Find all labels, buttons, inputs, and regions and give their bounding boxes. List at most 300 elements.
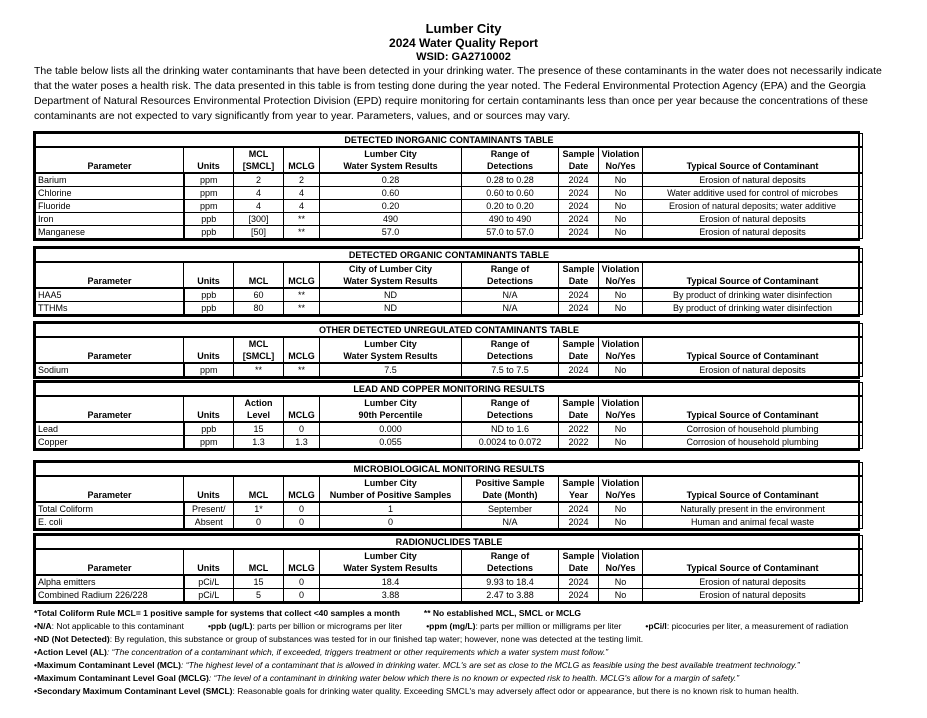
cell-source: Naturally present in the environment [643,502,863,516]
cell-mclg: ** [284,226,320,239]
cell-parameter: Sodium [36,363,184,377]
table-header-row [36,409,863,422]
header-sample: Sample [559,549,599,562]
header-sample: Sample [559,476,599,489]
header-units [184,337,234,350]
header-sample: Sample [559,262,599,275]
cell-range: September [462,502,559,516]
ppm-definition: : parts per million or milligrams per liter [475,621,622,631]
footnote-line-4 [34,646,914,659]
header-source [643,262,863,275]
cell-mcl: 4 [234,187,284,200]
cell-results: 0.20 [320,200,462,213]
nd-term: •ND (Not Detected) [34,634,110,644]
cell-units: ppb [184,288,234,302]
cell-mcl: [300] [234,213,284,226]
cell-mclg: ** [284,288,320,302]
table-header-row [36,337,863,350]
header-units: Units [184,160,234,173]
contaminant-table [35,248,863,315]
header-sample: Sample [559,147,599,160]
header-mclg: MCLG [284,562,320,575]
header-parameter [36,147,184,160]
table-row [36,226,863,239]
header-parameter [36,476,184,489]
footnote-line-2 [34,620,914,633]
header-sample: Sample [559,396,599,409]
contaminant-table-box [33,380,860,451]
header-source: Typical Source of Contaminant [643,275,863,288]
table-header-row [36,350,863,363]
header-mclg [284,549,320,562]
cell-mclg: 1.3 [284,436,320,449]
table-row [36,288,863,302]
header-units: Units [184,350,234,363]
cell-results: ND [320,288,462,302]
cell-source: Corrosion of household plumbing [643,422,863,436]
table-header-row [36,489,863,502]
no-mcl-note: ** No established MCL, SMCL or MCLG [423,608,582,618]
header-parameter: Parameter [36,489,184,502]
header-mcl: Action [234,396,284,409]
header-mcl: MCL [234,275,284,288]
cell-violation: No [599,187,643,200]
report-subtitle: 2024 Water Quality Report [389,36,538,50]
cell-parameter: Fluoride [36,200,184,213]
table-title: MICROBIOLOGICAL MONITORING RESULTS [36,463,863,477]
header-sample: Date [559,562,599,575]
cell-range: 0.0024 to 0.072 [462,436,559,449]
cell-mclg: 0 [284,502,320,516]
cell-sample: 2022 [559,436,599,449]
cell-results: 0.055 [320,436,462,449]
cell-violation: No [599,575,643,589]
table-row [36,502,863,516]
cell-units: ppm [184,363,234,377]
cell-source: Erosion of natural deposits [643,173,863,187]
header-violation: Violation [599,396,643,409]
cell-violation: No [599,226,643,239]
header-parameter [36,549,184,562]
header-units [184,476,234,489]
header-source [643,476,863,489]
mcl-definition: : “The highest level of a contaminant that is allowed in drinking water. MCL's are set as close to the MCLG as feasible using the best available treatment technology.” [181,660,800,670]
na-term: •N/A [34,621,52,631]
table-title: LEAD AND COPPER MONITORING RESULTS [36,383,863,397]
cell-violation: No [599,213,643,226]
header-violation: Violation [599,476,643,489]
cell-violation: No [599,589,643,602]
table-title: RADIONUCLIDES TABLE [36,536,863,550]
mcl-term: •Maximum Contaminant Level (MCL) [34,660,182,670]
cell-range: 0.20 to 0.20 [462,200,559,213]
header-results: Water System Results [320,160,462,173]
cell-mcl: 60 [234,288,284,302]
header-source: Typical Source of Contaminant [643,409,863,422]
contaminant-table-box [33,460,860,531]
cell-results: 0.28 [320,173,462,187]
cell-units: Absent [184,516,234,529]
ppb-term: •ppb (ug/L) [207,621,253,631]
table-header-row [36,262,863,275]
header-range: Date (Month) [462,489,559,502]
header-mcl: [SMCL] [234,350,284,363]
header-parameter [36,262,184,275]
cell-violation: No [599,502,643,516]
al-definition: : “The concentration of a contaminant which, if exceeded, triggers treatment or other requirements which a water system must follow.” [106,647,609,657]
cell-results: 0.60 [320,187,462,200]
header-parameter: Parameter [36,350,184,363]
header-range: Detections [462,350,559,363]
cell-units: pCi/L [184,589,234,602]
table-header-row [36,147,863,160]
cell-parameter: Copper [36,436,184,449]
table-row [36,422,863,436]
pci-definition: : picocuries per liter, a measurement of radiation [666,621,849,631]
cell-range: ND to 1.6 [462,422,559,436]
contaminant-table [35,382,863,449]
cell-mcl: 1.3 [234,436,284,449]
header-results: City of Lumber City [320,262,462,275]
cell-source: By product of drinking water disinfection [643,288,863,302]
cell-source: Erosion of natural deposits [643,363,863,377]
cell-parameter: Barium [36,173,184,187]
ppb-definition: : parts per billion or micrograms per liter [252,621,403,631]
cell-mcl: 2 [234,173,284,187]
contaminant-table-box [33,533,860,604]
table-header-row [36,160,863,173]
header-results: Lumber City [320,337,462,350]
header-source [643,147,863,160]
header-mclg: MCLG [284,275,320,288]
cell-mcl: 15 [234,575,284,589]
table-row [36,363,863,377]
header-source: Typical Source of Contaminant [643,160,863,173]
nd-definition: : By regulation, this substance or group of substances was tested for in our finished tap water; however, none was detected at the testing limit. [109,634,644,644]
header-range: Range of [462,396,559,409]
header-mcl: MCL [234,562,284,575]
header-mclg [284,476,320,489]
table-row [36,589,863,602]
cell-source: Erosion of natural deposits; water additive [643,200,863,213]
cell-source: Human and animal fecal waste [643,516,863,529]
cell-source: Water additive used for control of microbes [643,187,863,200]
intro-paragraph: The table below lists all the drinking water contaminants that have been detected in your drinking water. The presence of these contaminants in the water does not necessarily indicate that the water poses a health risk. The data presented in this table is from testing done during the year noted. The Federal Environmental Protection Agency (EPA) and the Georgia Department of Natural Resources Environmental Protection Division (EPD) require monitoring for certain contaminants less than once per year because the concentrations of these contaminants are not expected to vary significantly from year to year. Parameters, values, and or sources may vary. [34,65,882,122]
header-range: Detections [462,562,559,575]
contaminant-table-box [33,321,860,379]
cell-violation: No [599,422,643,436]
cell-mclg: ** [284,213,320,226]
table-header-row [36,476,863,489]
contaminant-table-box [33,131,860,241]
header-results: Water System Results [320,275,462,288]
al-term: •Action Level (AL) [34,647,107,657]
table-title: DETECTED INORGANIC CONTAMINANTS TABLE [36,134,863,148]
cell-units: ppb [184,302,234,315]
cell-sample: 2022 [559,422,599,436]
header-parameter: Parameter [36,275,184,288]
cell-units: ppm [184,436,234,449]
header-units [184,396,234,409]
cell-parameter: Iron [36,213,184,226]
cell-units: Present/ [184,502,234,516]
header-results: Water System Results [320,350,462,363]
cell-mcl: 80 [234,302,284,315]
header-parameter: Parameter [36,562,184,575]
header-units: Units [184,409,234,422]
header-source: Typical Source of Contaminant [643,562,863,575]
table-header-row [36,549,863,562]
cell-mcl: [50] [234,226,284,239]
cell-violation: No [599,302,643,315]
cell-mcl: 0 [234,516,284,529]
header-violation: Violation [599,147,643,160]
cell-mclg: 4 [284,187,320,200]
header-mcl [234,476,284,489]
header-range: Detections [462,409,559,422]
cell-units: pCi/L [184,575,234,589]
cell-parameter: E. coli [36,516,184,529]
footnotes [34,607,914,698]
cell-parameter: Chlorine [36,187,184,200]
cell-parameter: Total Coliform [36,502,184,516]
table-row [36,436,863,449]
table-row [36,200,863,213]
table-row [36,302,863,315]
cell-mclg: 0 [284,422,320,436]
header-sample: Year [559,489,599,502]
header-mclg: MCLG [284,160,320,173]
header-range: Detections [462,160,559,173]
mclg-term: •Maximum Contaminant Level Goal (MCLG) [34,673,209,683]
cell-sample: 2024 [559,575,599,589]
header-violation: No/Yes [599,350,643,363]
table-row [36,173,863,187]
header-sample: Date [559,409,599,422]
header-violation: No/Yes [599,489,643,502]
smcl-term: •Secondary Maximum Contaminant Level (SMCL) [34,686,233,696]
header-violation: No/Yes [599,160,643,173]
header-sample: Sample [559,337,599,350]
cell-sample: 2024 [559,288,599,302]
cell-results: 18.4 [320,575,462,589]
table-title: OTHER DETECTED UNREGULATED CONTAMINANTS TABLE [36,324,863,338]
cell-source: Erosion of natural deposits [643,575,863,589]
table-row [36,187,863,200]
cell-source: Erosion of natural deposits [643,226,863,239]
cell-parameter: HAA5 [36,288,184,302]
cell-range: 57.0 to 57.0 [462,226,559,239]
header-violation: Violation [599,262,643,275]
table-header-row [36,396,863,409]
cell-parameter: Manganese [36,226,184,239]
cell-range: N/A [462,288,559,302]
header-source [643,396,863,409]
na-definition: : Not applicable to this contaminant [51,621,184,631]
cell-mclg: ** [284,302,320,315]
cell-parameter: Combined Radium 226/228 [36,589,184,602]
table-row [36,213,863,226]
cell-mcl: 5 [234,589,284,602]
table-title: DETECTED ORGANIC CONTAMINANTS TABLE [36,249,863,263]
header-source: Typical Source of Contaminant [643,489,863,502]
mclg-definition: : “The level of a contaminant in drinking water below which there is no known or expected risk to health. MCLG's allow for a margin of safety.” [208,673,740,683]
cell-units: ppb [184,226,234,239]
cell-violation: No [599,173,643,187]
coliform-rule-note: *Total Coliform Rule MCL= 1 positive sample for systems that collect <40 samples a month [34,608,400,618]
cell-mclg: 0 [284,516,320,529]
cell-sample: 2024 [559,363,599,377]
table-header-row [36,562,863,575]
header-mcl: MCL [234,337,284,350]
header-mclg [284,396,320,409]
header-mcl [234,549,284,562]
cell-violation: No [599,288,643,302]
contaminant-table [35,323,863,377]
footnote-line-1 [34,607,914,620]
header-range: Range of [462,147,559,160]
header-sample: Date [559,350,599,363]
cell-mcl: 1* [234,502,284,516]
cell-violation: No [599,200,643,213]
report-header [0,22,927,64]
cell-sample: 2024 [559,213,599,226]
cell-results: 7.5 [320,363,462,377]
contaminant-table-box [33,246,860,317]
cell-mclg: 0 [284,589,320,602]
header-units [184,549,234,562]
cell-violation: No [599,516,643,529]
header-mclg: MCLG [284,350,320,363]
header-mclg [284,262,320,275]
header-results: Lumber City [320,549,462,562]
table-header-row [36,275,863,288]
header-mcl: [SMCL] [234,160,284,173]
cell-units: ppm [184,187,234,200]
cell-range: N/A [462,516,559,529]
header-units [184,147,234,160]
cell-sample: 2024 [559,187,599,200]
cell-results: 0 [320,516,462,529]
cell-units: ppb [184,422,234,436]
header-results: Water System Results [320,562,462,575]
header-range: Range of [462,337,559,350]
header-mclg [284,147,320,160]
cell-units: ppm [184,200,234,213]
cell-source: Erosion of natural deposits [643,213,863,226]
cell-mcl: 4 [234,200,284,213]
header-violation: Violation [599,549,643,562]
header-range: Detections [462,275,559,288]
cell-sample: 2024 [559,302,599,315]
header-range: Range of [462,549,559,562]
header-units: Units [184,489,234,502]
pci-term: •pCi/l [645,621,667,631]
header-results: Lumber City [320,476,462,489]
header-mclg: MCLG [284,409,320,422]
cell-range: N/A [462,302,559,315]
header-units: Units [184,562,234,575]
cell-units: ppm [184,173,234,187]
footnote-line-3 [34,633,914,646]
header-violation: No/Yes [599,562,643,575]
header-parameter: Parameter [36,160,184,173]
cell-range: 2.47 to 3.88 [462,589,559,602]
contaminant-table [35,133,863,239]
table-row [36,575,863,589]
cell-sample: 2024 [559,226,599,239]
header-mcl [234,262,284,275]
report-title: Lumber City [425,21,502,36]
cell-parameter: TTHMs [36,302,184,315]
cell-mclg: 4 [284,200,320,213]
header-mcl: MCL [234,489,284,502]
cell-mclg: 2 [284,173,320,187]
header-violation: Violation [599,337,643,350]
footnote-line-6 [34,672,914,685]
header-mclg [284,337,320,350]
cell-units: ppb [184,213,234,226]
header-results: Lumber City [320,147,462,160]
cell-parameter: Lead [36,422,184,436]
header-violation: No/Yes [599,409,643,422]
cell-results: ND [320,302,462,315]
smcl-definition: : Reasonable goals for drinking water quality. Exceeding SMCL's may adversely affect odor or appearance, but there is no known risk to human health. [232,686,799,696]
cell-violation: No [599,436,643,449]
cell-violation: No [599,363,643,377]
header-mclg: MCLG [284,489,320,502]
wsid-label: WSID: GA2710002 [416,51,511,63]
contaminant-table [35,535,863,602]
cell-sample: 2024 [559,516,599,529]
cell-range: 0.60 to 0.60 [462,187,559,200]
header-sample: Date [559,275,599,288]
cell-sample: 2024 [559,200,599,213]
cell-mclg: ** [284,363,320,377]
cell-range: 0.28 to 0.28 [462,173,559,187]
cell-range: 7.5 to 7.5 [462,363,559,377]
header-source: Typical Source of Contaminant [643,350,863,363]
ppm-term: •ppm (mg/L) [426,621,476,631]
cell-sample: 2024 [559,589,599,602]
cell-sample: 2024 [559,502,599,516]
cell-results: 3.88 [320,589,462,602]
cell-source: Corrosion of household plumbing [643,436,863,449]
cell-range: 490 to 490 [462,213,559,226]
header-units [184,262,234,275]
header-parameter [36,337,184,350]
cell-results: 0.000 [320,422,462,436]
cell-range: 9.93 to 18.4 [462,575,559,589]
cell-mcl: 15 [234,422,284,436]
cell-mcl: ** [234,363,284,377]
table-row [36,516,863,529]
header-source [643,549,863,562]
cell-results: 1 [320,502,462,516]
header-range: Range of [462,262,559,275]
cell-source: Erosion of natural deposits [643,589,863,602]
header-range: Positive Sample [462,476,559,489]
header-source [643,337,863,350]
header-results: Lumber City [320,396,462,409]
footnote-line-7 [34,685,914,698]
header-violation: No/Yes [599,275,643,288]
footnote-line-5 [34,659,914,672]
cell-sample: 2024 [559,173,599,187]
cell-results: 57.0 [320,226,462,239]
cell-mclg: 0 [284,575,320,589]
header-results: 90th Percentile [320,409,462,422]
